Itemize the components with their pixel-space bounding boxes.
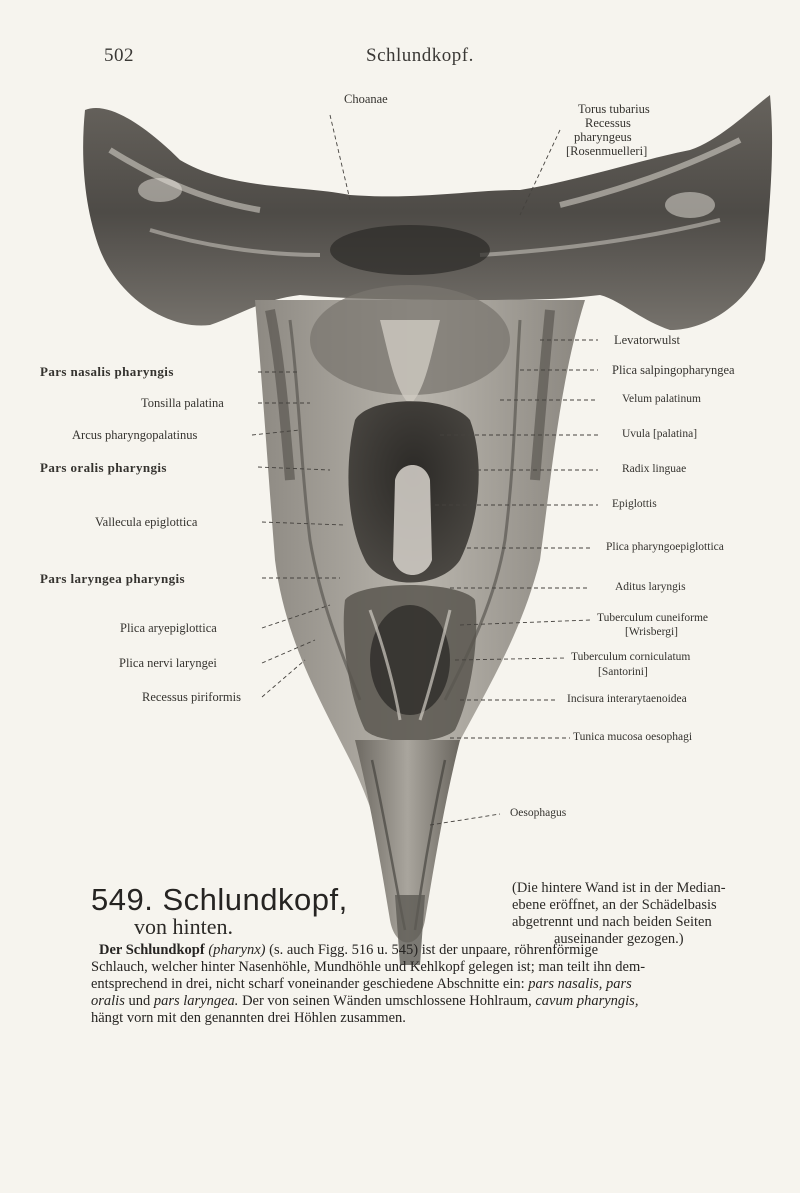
figure-subtitle: von hinten. bbox=[134, 914, 233, 939]
label-recessus-piriformis: Recessus piriformis bbox=[142, 690, 241, 704]
page-number: 502 bbox=[104, 45, 134, 66]
label-oesophagus: Oesophagus bbox=[510, 807, 567, 819]
body-line4-it3: cavum pharyngis, bbox=[535, 993, 639, 1009]
figure-note bbox=[512, 880, 726, 948]
body-paragraph bbox=[91, 942, 711, 1027]
label-epiglottis: Epiglottis bbox=[612, 498, 657, 510]
label-pars-oralis: Pars oralis pharyngis bbox=[40, 460, 167, 475]
label-uvula: Uvula [palatina] bbox=[622, 428, 698, 440]
label-vallecula-epiglottica: Vallecula epiglottica bbox=[95, 515, 198, 529]
label-santorini: [Santorini] bbox=[598, 666, 648, 678]
label-levatorwulst: Levatorwulst bbox=[614, 333, 680, 347]
body-line3-it: pars nasalis, pars bbox=[528, 976, 632, 992]
label-pars-nasalis: Pars nasalis pharyngis bbox=[40, 364, 174, 379]
note-line: auseinander gezogen.) bbox=[554, 931, 684, 947]
body-line1-rest: (s. auch Figg. 516 u. 545) ist der unpaare, röhrenförmige bbox=[269, 942, 599, 958]
body-line4-mid: und bbox=[128, 993, 151, 1009]
label-plica-pharyngoepiglottica: Plica pharyngoepiglottica bbox=[606, 541, 724, 553]
body-line4-rest: Der von seinen Wänden umschlossene Hohlraum, bbox=[242, 993, 532, 1009]
label-tunica-mucosa: Tunica mucosa oesophagi bbox=[573, 731, 693, 743]
label-wrisbergi: [Wrisbergi] bbox=[625, 626, 678, 638]
label-incisura-interarytaenoidea: Incisura interarytaenoidea bbox=[567, 693, 687, 705]
label-rosenmuelleri: [Rosenmuelleri] bbox=[566, 144, 648, 158]
label-pars-laryngea: Pars laryngea pharyngis bbox=[40, 571, 185, 586]
label-radix-linguae: Radix linguae bbox=[622, 463, 687, 475]
body-term-latin: (pharynx) bbox=[208, 942, 266, 958]
figure-number: 549. bbox=[91, 882, 154, 917]
label-tonsilla-palatina: Tonsilla palatina bbox=[141, 396, 224, 410]
body-term: Der Schlundkopf bbox=[99, 942, 205, 958]
body-line2: Schlauch, welcher hinter Nasenhöhle, Mundhöhle und Kehlkopf gelegen ist; man teilt ihn dem- bbox=[91, 959, 646, 975]
note-line: ebene eröffnet, an der Schädelbasis bbox=[512, 897, 717, 913]
label-pharyngeus: pharyngeus bbox=[574, 130, 632, 144]
label-velum-palatinum: Velum palatinum bbox=[622, 393, 701, 405]
note-line: abgetrennt und nach beiden Seiten bbox=[512, 914, 712, 930]
figure-caption-title bbox=[91, 882, 348, 918]
label-tuberculum-cuneiforme: Tuberculum cuneiforme bbox=[597, 612, 709, 624]
body-line4-it1: oralis bbox=[91, 993, 125, 1009]
label-arcus-pharyngopalatinus: Arcus pharyngopalatinus bbox=[72, 428, 198, 442]
running-title: Schlundkopf. bbox=[366, 45, 474, 66]
label-tuberculum-corniculatum: Tuberculum corniculatum bbox=[571, 651, 691, 663]
label-plica-salpingopharyngea: Plica salpingopharyngea bbox=[612, 363, 735, 377]
note-line: (Die hintere Wand ist in der Median- bbox=[512, 880, 726, 896]
figure-title: Schlundkopf, bbox=[162, 882, 348, 917]
label-plica-nervi-laryngei: Plica nervi laryngei bbox=[119, 656, 217, 670]
body-line5: hängt vorn mit den genannten drei Höhlen zusammen. bbox=[91, 1010, 406, 1026]
body-line3-start: entsprechend in drei, nicht scharf voneinander geschiedene Abschnitte ein: bbox=[91, 976, 525, 992]
label-torus-tubarius: Torus tubarius bbox=[578, 102, 650, 116]
label-choanae: Choanae bbox=[344, 92, 388, 106]
label-aditus-laryngis: Aditus laryngis bbox=[615, 581, 686, 593]
label-recessus: Recessus bbox=[585, 116, 631, 130]
body-line4-it2: pars laryngea. bbox=[153, 993, 239, 1009]
label-plica-aryepiglottica: Plica aryepiglottica bbox=[120, 621, 217, 635]
